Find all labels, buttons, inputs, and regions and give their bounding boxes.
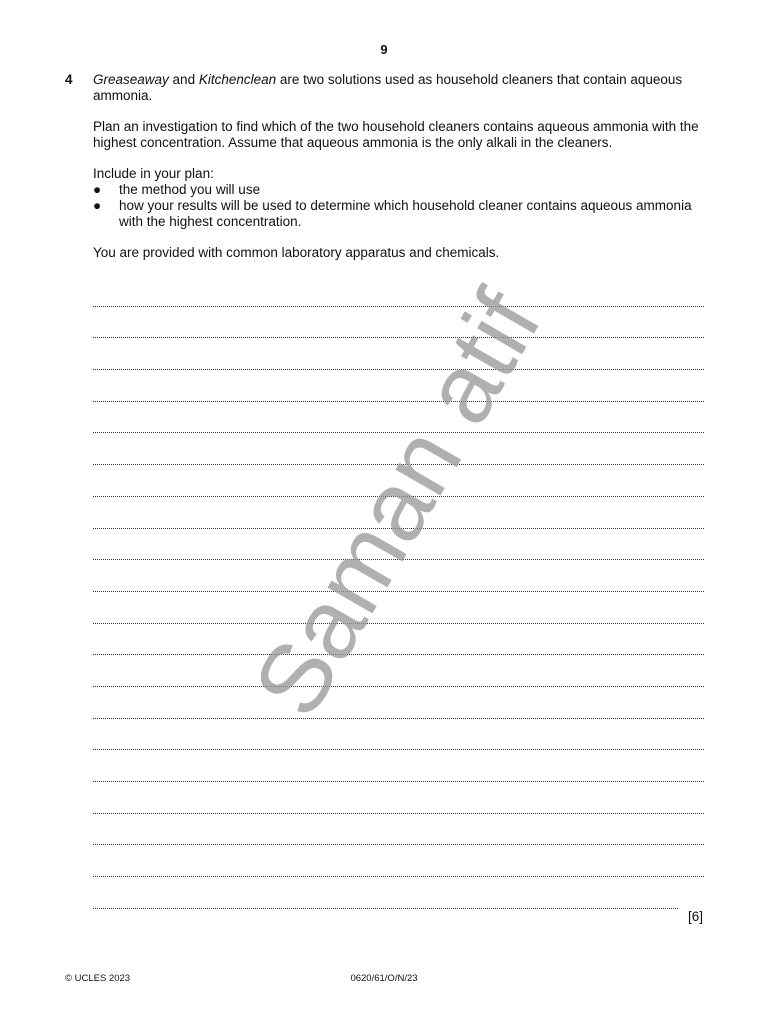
question-intro	[93, 72, 705, 104]
answer-line[interactable]	[93, 592, 704, 624]
product-name-greaseaway: Greaseaway	[93, 72, 169, 87]
bullet-icon: ●	[93, 182, 102, 197]
include-heading: Include in your plan:	[93, 166, 214, 181]
marks-label: [6]	[688, 909, 704, 924]
answer-line[interactable]	[93, 877, 678, 909]
intro-and: and	[168, 72, 199, 87]
bullet-icon: ●	[93, 198, 102, 213]
bullet-item	[93, 198, 705, 230]
task-text: Plan an investigation to find which of the two household cleaners contains aqueous ammonia with the highest concentration. Assume that aqueous ammonia is the only alkali in the cleaners.	[93, 119, 699, 150]
answer-line[interactable]	[93, 275, 704, 307]
answer-line[interactable]	[93, 560, 704, 592]
answer-line[interactable]	[93, 465, 704, 497]
bullet-item	[93, 182, 705, 198]
watermark: Saman atif	[231, 272, 562, 734]
answer-line[interactable]	[93, 719, 704, 751]
answer-line[interactable]	[93, 655, 704, 687]
plan-bullet-list	[93, 182, 705, 230]
answer-line[interactable]	[93, 687, 704, 719]
answer-line[interactable]	[93, 845, 704, 877]
answer-line[interactable]	[93, 750, 704, 782]
answer-line[interactable]	[93, 782, 704, 814]
bullet-text: how your results will be used to determine which household cleaner contains aqueous ammonia with the highest concentration.	[119, 198, 692, 229]
provided-text: You are provided with common laboratory apparatus and chemicals.	[93, 245, 500, 260]
intro-rest: are two solutions used as household cleaners that contain aqueous ammonia.	[93, 72, 683, 103]
answer-line[interactable]	[93, 370, 704, 402]
answer-line[interactable]	[93, 497, 704, 529]
answer-line[interactable]	[93, 402, 704, 434]
answer-line[interactable]	[93, 624, 704, 656]
footer-copyright: © UCLES 2023	[65, 973, 131, 984]
bullet-text: the method you will use	[119, 182, 261, 197]
answer-line[interactable]	[93, 529, 704, 561]
answer-line[interactable]	[93, 433, 704, 465]
product-name-kitchenclean: Kitchenclean	[198, 72, 277, 87]
question-body	[93, 72, 705, 276]
answer-line[interactable]	[93, 307, 704, 339]
page-number: 9	[380, 42, 388, 57]
question-number: 4	[65, 72, 73, 87]
answer-line[interactable]	[93, 338, 704, 370]
footer-code: 0620/61/O/N/23	[350, 973, 418, 984]
answer-lines	[93, 272, 704, 909]
answer-line[interactable]	[93, 814, 704, 846]
